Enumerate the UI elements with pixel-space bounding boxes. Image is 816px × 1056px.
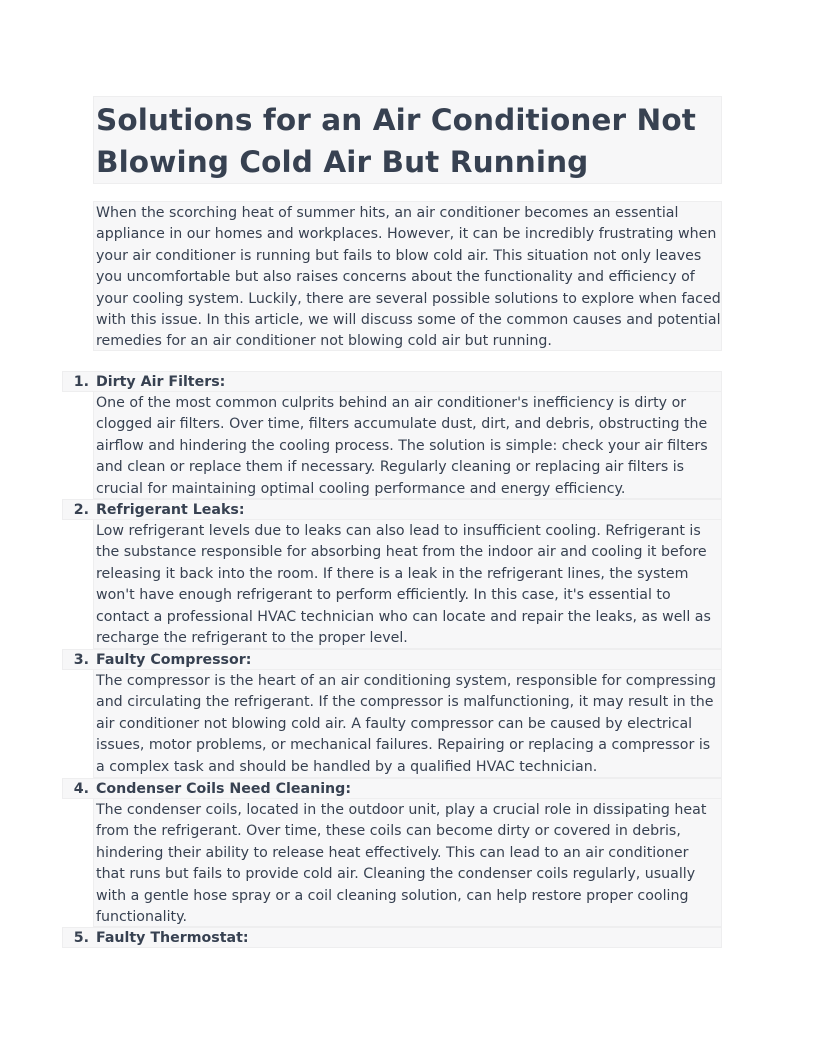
- intro-block: [93, 201, 722, 351]
- list-item-title: Condenser Coils Need Cleaning:: [96, 781, 351, 797]
- list-item-title: Dirty Air Filters:: [96, 374, 226, 390]
- list-item-number: 3.: [73, 652, 89, 668]
- list-item-header: [62, 649, 722, 670]
- solutions-list: [62, 371, 722, 948]
- page-title: Solutions for an Air Conditioner Not Blowing Cold Air But Running: [96, 103, 696, 179]
- list-item: [62, 927, 722, 948]
- list-item: [62, 649, 722, 778]
- list-item-header: [62, 927, 722, 948]
- list-item-body: One of the most common culprits behind an air conditioner's inefficiency is dirty or clogged air filters. Over time, filters accumulate dust, dirt, and debris, obstructing the airflow and hindering the cooling process. The solution is simple: check your air filters and clean or replace them if necessary. Regularly cleaning or replacing air filters is crucial for maintaining optimal cooling performance and energy efficiency.: [93, 392, 722, 499]
- list-item-body: The condenser coils, located in the outdoor unit, play a crucial role in dissipating heat from the refrigerant. Over time, these coils can become dirty or covered in debris, hindering their ability to release heat effectively. This can lead to an air conditioner that runs but fails to provide cold air. Cleaning the condenser coils regularly, usually with a gentle hose spray or a coil cleaning solution, can help restore proper cooling functionality.: [93, 799, 722, 927]
- list-item-header: [62, 499, 722, 520]
- title-block: [93, 96, 722, 184]
- list-item-number: 2.: [73, 502, 89, 518]
- list-item-title: Faulty Thermostat:: [96, 930, 249, 946]
- list-item-header: [62, 371, 722, 392]
- list-item-title: Refrigerant Leaks:: [96, 502, 245, 518]
- list-item-number: 5.: [73, 930, 89, 946]
- list-item-number: 4.: [73, 781, 89, 797]
- list-item-number: 1.: [73, 374, 89, 390]
- list-item-body: Low refrigerant levels due to leaks can also lead to insufficient cooling. Refrigerant is the substance responsible for absorbing heat from the indoor air and cooling it before releasing it back into the room. If there is a leak in the refrigerant lines, the system won't have enough refrigerant to perform efficiently. In this case, it's essential to contact a professional HVAC technician who can locate and repair the leaks, as well as recharge the refrigerant to the proper level.: [93, 520, 722, 649]
- list-item-header: [62, 778, 722, 799]
- list-item: [62, 371, 722, 499]
- intro-paragraph: When the scorching heat of summer hits, an air conditioner becomes an essential appliance in our homes and workplaces. However, it can be incredibly frustrating when your air conditioner is running but fails to blow cold air. This situation not only leaves you uncomfortable but also raises concerns about the functionality and efficiency of your cooling system. Luckily, there are several possible solutions to explore when faced with this issue. In this article, we will discuss some of the common causes and potential remedies for an air conditioner not blowing cold air but running.: [96, 205, 721, 350]
- list-item: [62, 499, 722, 649]
- list-item-title: Faulty Compressor:: [96, 652, 252, 668]
- list-item: [62, 778, 722, 927]
- list-item-body: The compressor is the heart of an air conditioning system, responsible for compressing and circulating the refrigerant. If the compressor is malfunctioning, it may result in the air conditioner not blowing cold air. A faulty compressor can be caused by electrical issues, motor problems, or mechanical failures. Repairing or replacing a compressor is a complex task and should be handled by a qualified HVAC technician.: [93, 670, 722, 778]
